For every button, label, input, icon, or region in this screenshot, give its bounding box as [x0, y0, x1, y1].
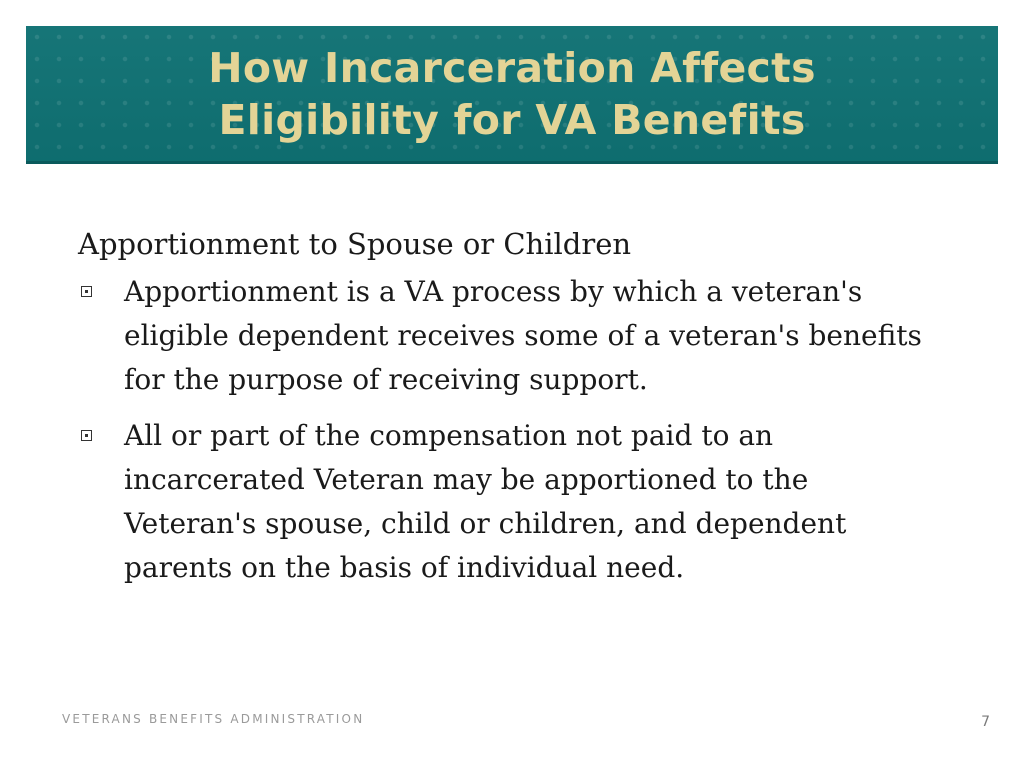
bullet-item	[78, 414, 978, 590]
square-bullet-icon	[81, 430, 92, 441]
bullet-list	[78, 270, 978, 590]
bullet-text: All or part of the compensation not paid to an incarcerated Veteran may be apportioned to the Veteran's spouse, child or children, and dependent parents on the basis of individual need.	[124, 419, 847, 584]
slide-title-line-2: Eligibility for VA Benefits	[218, 95, 806, 144]
bullet-item	[78, 270, 978, 402]
square-bullet-icon	[81, 286, 92, 297]
bullet-text: Apportionment is a VA process by which a veteran's eligible dependent receives some of a veteran's benefits for the purpose of receiving support.	[124, 275, 922, 396]
page-number: 7	[981, 714, 990, 730]
slide-content	[78, 222, 978, 602]
section-heading: Apportionment to Spouse or Children	[78, 227, 632, 261]
title-banner	[26, 26, 998, 164]
footer-organization-label: VETERANS BENEFITS ADMINISTRATION	[62, 712, 365, 726]
slide-title-line-1: How Incarceration Affects	[208, 43, 816, 92]
